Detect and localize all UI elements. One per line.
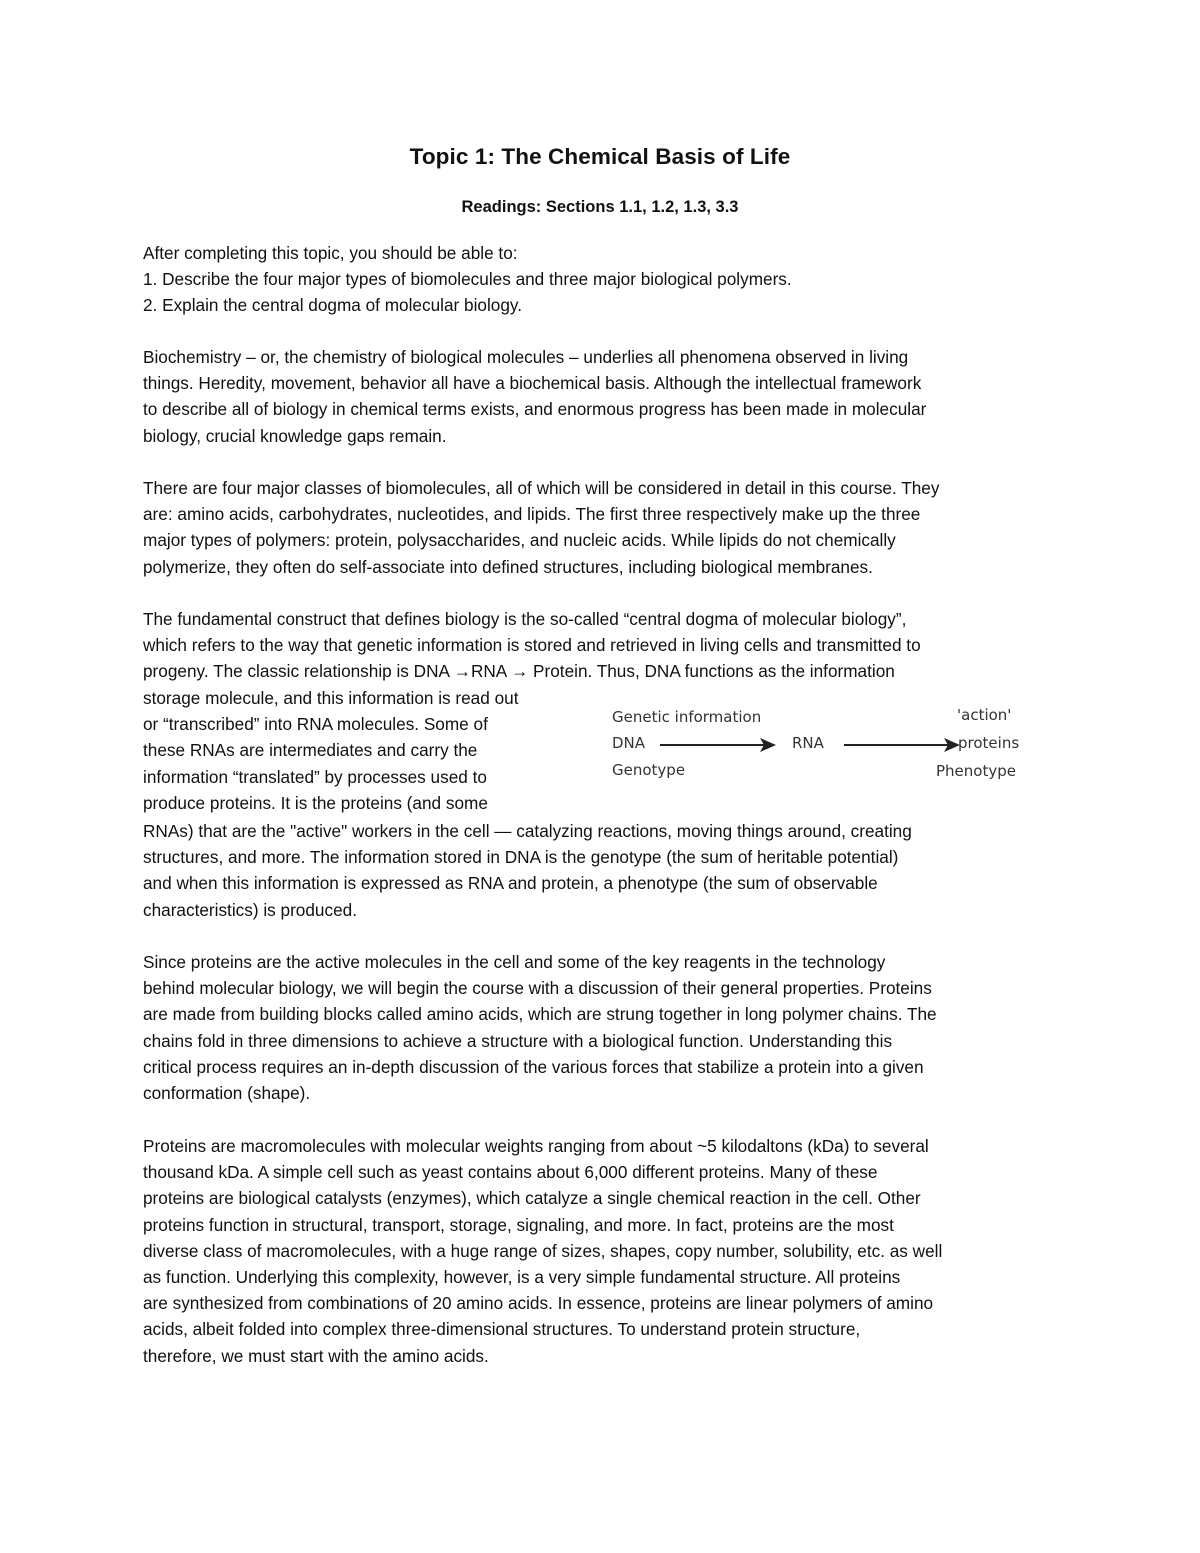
text-line: information “translated” by processes used to — [143, 766, 487, 787]
text-line: are: amino acids, carbohydrates, nucleotides, and lipids. The first three respectively make up the three — [143, 504, 921, 525]
text-line: Since proteins are the active molecules in the cell and some of the key reagents in the technology — [143, 952, 886, 972]
paragraph-biochemistry — [143, 344, 1063, 449]
central-dogma-figure — [600, 700, 1040, 790]
text-line: diverse class of macromolecules, with a huge range of sizes, shapes, copy number, solubility, etc. as well — [143, 1240, 943, 1261]
figure-label-rna: RNA — [792, 734, 824, 752]
text-line: Proteins are macromolecules with molecular weights ranging from about ~5 kilodaltons (kDa) to several — [143, 1136, 929, 1156]
text-line: structures, and more. The information stored in DNA is the genotype (the sum of heritable potential) — [143, 847, 899, 868]
text-line: and when this information is expressed as RNA and protein, a phenotype (the sum of observable — [143, 873, 878, 894]
figure-label-action: 'action' — [957, 706, 1012, 724]
text-line: which refers to the way that genetic information is stored and retrieved in living cells and transmitted to — [143, 635, 921, 656]
figure-label-proteins: proteins — [958, 734, 1020, 752]
text-line: acids, albeit folded into complex three-dimensional structures. To understand protein structure, — [143, 1319, 861, 1340]
text-line: thousand kDa. A simple cell such as yeast contains about 6,000 different proteins. Many of these — [143, 1162, 878, 1183]
text-line: chains fold in three dimensions to achieve a structure with a biological function. Understanding this — [143, 1030, 893, 1051]
text-line: things. Heredity, movement, behavior all have a biochemical basis. Although the intellectual framework — [143, 373, 922, 394]
learning-objectives — [143, 240, 1063, 319]
objectives-intro: After completing this topic, you should be able to: — [143, 243, 518, 263]
text-line: are synthesized from combinations of 20 amino acids. In essence, proteins are linear polymers of amino — [143, 1293, 934, 1314]
text-line: polymerize, they often do self-associate into defined structures, including biological membranes. — [143, 556, 873, 577]
text-line: proteins are biological catalysts (enzymes), which catalyze a single chemical reaction in the cell. Other — [143, 1188, 921, 1209]
text-line: or “transcribed” into RNA molecules. Some of — [143, 714, 488, 735]
text-line: storage molecule, and this information is read out — [143, 688, 519, 708]
figure-label-phenotype: Phenotype — [936, 762, 1016, 780]
text-line: critical process requires an in-depth discussion of the various forces that stabilize a protein into a given — [143, 1056, 924, 1077]
text-line: produce proteins. It is the proteins (and some — [143, 792, 488, 813]
text-line: RNAs) that are the "active" workers in the cell — catalyzing reactions, moving things around, creating — [143, 821, 912, 841]
paragraph-central-dogma — [143, 606, 1063, 685]
arrow-rna-to-proteins-icon — [844, 736, 962, 754]
text-line: characteristics) is produced. — [143, 899, 357, 920]
text-line: as function. Underlying this complexity, however, is a very simple fundamental structure. All proteins — [143, 1267, 901, 1288]
paragraph-macromolecules — [143, 1133, 1063, 1369]
text-line: major types of polymers: protein, polysaccharides, and nucleic acids. While lipids do not chemically — [143, 530, 896, 551]
text-line: conformation (shape). — [143, 1083, 311, 1104]
arrow-dna-to-rna-icon — [660, 736, 778, 754]
text-line: The fundamental construct that defines biology is the so-called “central dogma of molecular biology”, — [143, 609, 907, 629]
objective-item: 2. Explain the central dogma of molecular biology. — [143, 295, 522, 316]
text-line: are made from building blocks called amino acids, which are strung together in long polymer chains. The — [143, 1004, 937, 1025]
text-line: biology, crucial knowledge gaps remain. — [143, 425, 447, 446]
text-line: Biochemistry – or, the chemistry of biological molecules – underlies all phenomena observed in living — [143, 347, 909, 367]
paragraph-proteins-intro — [143, 949, 1063, 1106]
text-line: behind molecular biology, we will begin the course with a discussion of their general properties. Proteins — [143, 978, 932, 999]
text-line: to describe all of biology in chemical terms exists, and enormous progress has been made in molecular — [143, 399, 927, 420]
paragraph-central-dogma-wrapped — [143, 685, 583, 816]
text-line: progeny. The classic relationship is DNA →RNA → Protein. Thus, DNA functions as the information — [143, 661, 895, 682]
text-line: therefore, we must start with the amino acids. — [143, 1345, 489, 1366]
paragraph-biomolecule-classes — [143, 475, 1063, 580]
text-line: these RNAs are intermediates and carry the — [143, 740, 478, 761]
objective-item: 1. Describe the four major types of biomolecules and three major biological polymers. — [143, 269, 792, 290]
figure-label-genotype: Genotype — [612, 761, 686, 779]
text-line: proteins function in structural, transport, storage, signaling, and more. In fact, proteins are the most — [143, 1214, 894, 1235]
paragraph-central-dogma-continued — [143, 818, 1063, 923]
figure-label-dna: DNA — [612, 734, 646, 752]
figure-label-genetic-information: Genetic information — [612, 708, 762, 726]
readings-heading: Readings: Sections 1.1, 1.2, 1.3, 3.3 — [461, 198, 739, 216]
text-line: There are four major classes of biomolecules, all of which will be considered in detail in this course. They — [143, 478, 940, 498]
page-title: Topic 1: The Chemical Basis of Life — [409, 144, 791, 169]
